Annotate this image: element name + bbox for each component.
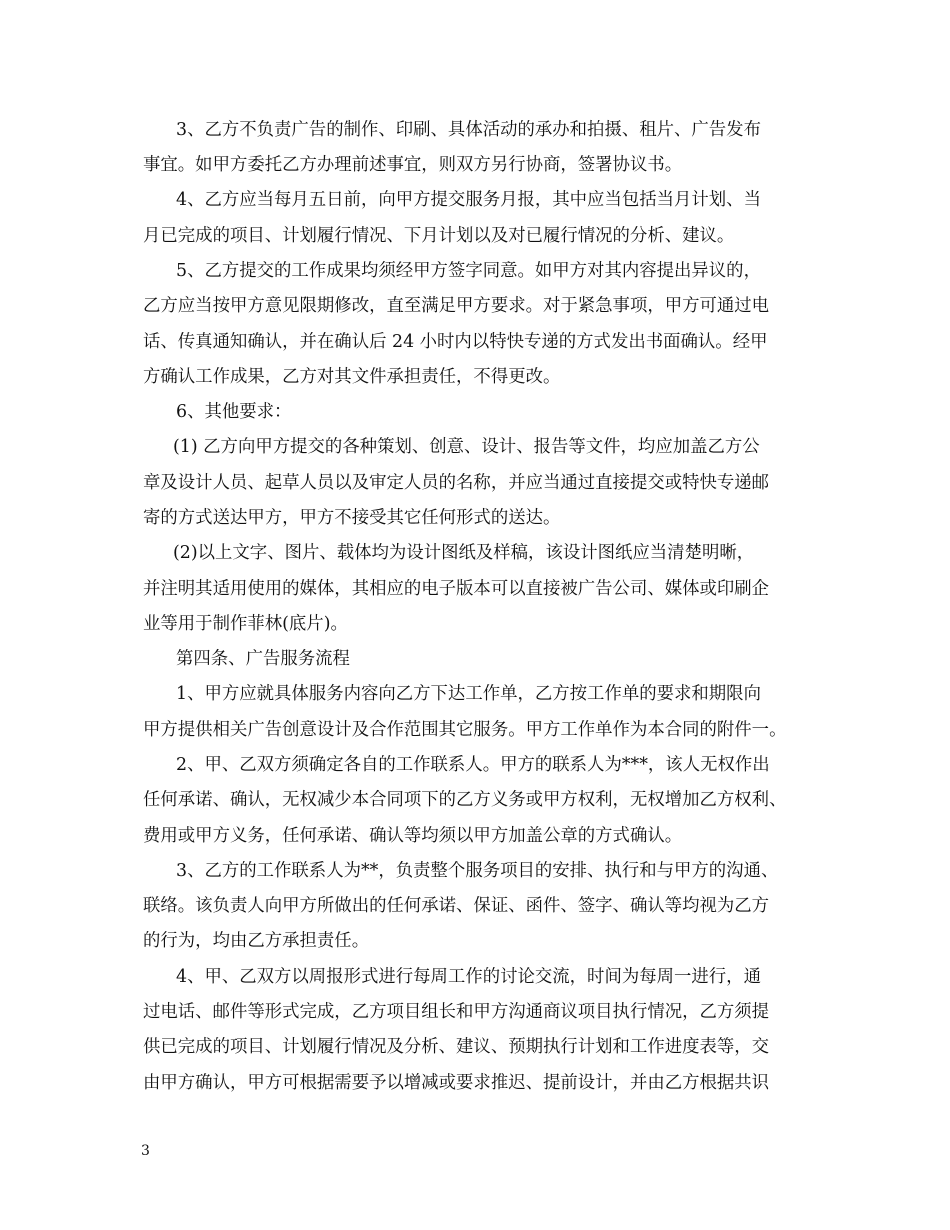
paragraph-line: 4、乙方应当每月五日前，向甲方提交服务月报，其中应当包括当月计划、当 [176,190,761,210]
paragraph-line: (1) 乙方向甲方提交的各种策划、创意、设计、报告等文件，均应加盖乙方公 [173,437,760,457]
paragraph-line: 3、乙方不负责广告的制作、印刷、具体活动的承办和拍摄、租片、广告发布 [176,120,761,140]
paragraph-line: 甲方提供相关广告创意设计及合作范围其它服务。甲方工作单作为本合同的附件一。 [143,720,787,740]
page-number: 3 [141,1143,150,1159]
paragraph-line: 供已完成的项目、计划履行情况及分析、建议、预期执行计划和工作进度表等，交 [143,1037,770,1057]
paragraph-line: 事宜。如甲方委托乙方办理前述事宜，则双方另行协商，签署协议书。 [143,155,683,175]
paragraph-line: 过电话、邮件等形式完成，乙方项目组长和甲方沟通商议项目执行情况，乙方须提 [143,1002,770,1022]
paragraph-line: 方确认工作成果，乙方对其文件承担责任，不得更改。 [143,367,561,387]
paragraph-line: 章及设计人员、起草人员以及审定人员的名称，并应当通过直接提交或特快专递邮 [143,473,770,493]
paragraph-line: 业等用于制作菲林(底片)。 [143,614,348,634]
paragraph-line: 由甲方确认，甲方可根据需要予以增减或要求推迟、提前设计，并由乙方根据共识 [143,1073,770,1093]
paragraph-line: (2)以上文字、图片、载体均为设计图纸及样稿，该设计图纸应当清楚明晰， [173,543,755,563]
paragraph-line: 联络。该负责人向甲方所做出的任何承诺、保证、函件、签字、确认等均视为乙方 [143,896,770,916]
paragraph-line: 2、甲、乙双方须确定各自的工作联系人。甲方的联系人为***，该人无权作出 [176,755,770,775]
paragraph-line: 并注明其适用使用的媒体，其相应的电子版本可以直接被广告公司、媒体或印刷企 [143,579,770,599]
paragraph-line: 4、甲、乙双方以周报形式进行每周工作的讨论交流，时间为每周一进行，通 [176,967,761,987]
paragraph-line: 的行为，均由乙方承担责任。 [143,931,370,951]
section-heading: 第四条、广告服务流程 [176,649,350,669]
paragraph-line: 话、传真通知确认，并在确认后 24 小时内以特快专递的方式发出书面确认。经甲 [143,332,768,352]
paragraph-line: 6、其他要求： [176,402,292,422]
paragraph-line: 乙方应当按甲方意见限期修改，直至满足甲方要求。对于紧急事项，甲方可通过电 [143,296,770,316]
paragraph-line: 月已完成的项目、计划履行情况、下月计划以及对已履行情况的分析、建议。 [143,226,735,246]
paragraph-line: 寄的方式送达甲方，甲方不接受其它任何形式的送达。 [143,508,561,528]
paragraph-line: 1、甲方应就具体服务内容向乙方下达工作单，乙方按工作单的要求和期限向 [176,684,761,704]
paragraph-line: 5、乙方提交的工作成果均须经甲方签字同意。如甲方对其内容提出异议的， [176,261,761,281]
paragraph-line: 3、乙方的工作联系人为**，负责整个服务项目的安排、执行和与甲方的沟通、 [176,861,779,881]
paragraph-line: 任何承诺、确认，无权减少本合同项下的乙方义务或甲方权利，无权增加乙方权利、 [143,790,787,810]
paragraph-line: 费用或甲方义务，任何承诺、确认等均须以甲方加盖公章的方式确认。 [143,826,683,846]
